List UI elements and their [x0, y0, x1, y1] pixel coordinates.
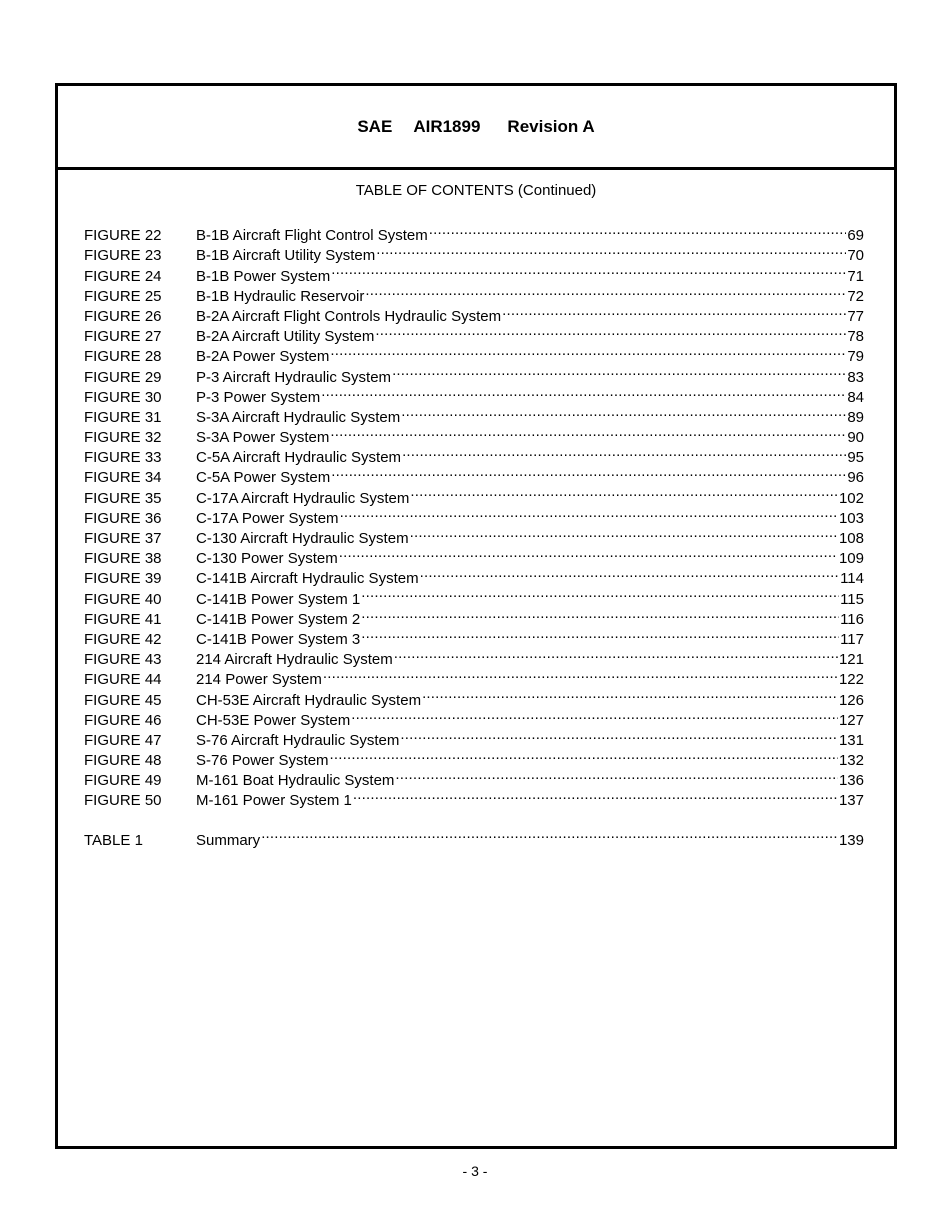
toc-entry-page: 109: [838, 550, 864, 568]
toc-entry-label: FIGURE 50: [84, 792, 162, 810]
toc-entry-title: B-2A Aircraft Utility System: [196, 328, 375, 346]
toc-entry-label: FIGURE 25: [84, 287, 162, 305]
toc-entry-page: 127: [838, 711, 864, 729]
toc-entry-page: 131: [838, 731, 864, 749]
toc-entry-page: 126: [838, 691, 864, 709]
toc-dot-leader: [376, 240, 846, 260]
toc-entry-title: B-1B Aircraft Flight Control System: [196, 227, 428, 245]
toc-entry-title: C-141B Power System 3: [196, 630, 361, 648]
toc-entry-label: FIGURE 27: [84, 328, 162, 346]
toc-entry-label: FIGURE 47: [84, 731, 162, 749]
toc-entry-title: B-1B Power System: [196, 267, 331, 285]
toc-entry-title: C-130 Aircraft Hydraulic System: [196, 530, 409, 547]
toc-entry-title: P-3 Aircraft Hydraulic System: [196, 368, 392, 386]
header-org: SAE: [357, 116, 393, 136]
toc-entry-page: 103: [838, 509, 864, 527]
toc-dot-leader: [401, 402, 846, 422]
toc-entry-label: FIGURE 46: [84, 711, 162, 729]
toc-entry-label: FIGURE 30: [84, 388, 162, 406]
toc-entry-page: 122: [838, 671, 864, 689]
toc-entry-label: FIGURE 23: [84, 247, 162, 265]
toc-entry-title: S-3A Power System: [196, 429, 330, 447]
toc-entry-page: 71: [847, 267, 864, 285]
toc-entry-page: 95: [847, 449, 864, 467]
toc-entry-label: TABLE 1: [84, 831, 143, 849]
toc-entry-page: 77: [847, 307, 864, 325]
toc-dot-leader: [400, 725, 838, 745]
toc-entry-title: B-1B Aircraft Utility System: [196, 247, 376, 265]
toc-dot-leader: [321, 382, 846, 402]
toc-dot-leader: [392, 361, 846, 381]
toc-entry-page: 83: [847, 368, 864, 386]
toc-entry-title: C-17A Power System: [196, 509, 339, 527]
toc-dot-leader: [395, 765, 838, 785]
toc-entry[interactable]: [84, 220, 864, 245]
toc-entry-page: 79: [847, 348, 864, 366]
toc-dot-leader: [502, 301, 846, 321]
toc-entry-page: 70: [847, 247, 864, 265]
toc-entry-title: C-5A Power System: [196, 469, 331, 487]
toc-dot-leader: [331, 462, 846, 482]
toc-dot-leader: [365, 281, 846, 301]
document-header: [58, 86, 894, 170]
toc-entry-page: 136: [838, 772, 864, 790]
toc-entry-title: Summary: [196, 831, 261, 849]
toc-entry-label: FIGURE 49: [84, 772, 162, 790]
toc-dot-leader: [361, 583, 839, 603]
toc-entry-label: FIGURE 31: [84, 408, 162, 426]
toc-entry-title: CH-53E Aircraft Hydraulic System: [196, 691, 422, 709]
toc-entry-label: FIGURE 48: [84, 752, 162, 770]
page-number: - 3 -: [462, 1163, 488, 1179]
toc-entry-title: C-17A Aircraft Hydraulic System: [196, 489, 410, 507]
header-doc-id: AIR1899: [413, 116, 481, 136]
toc-dot-leader: [375, 321, 846, 341]
toc-entry-label: FIGURE 24: [84, 267, 162, 285]
toc-dot-leader: [422, 684, 838, 704]
toc-entry-page: 89: [847, 408, 864, 426]
toc-entry-label: FIGURE 22: [84, 227, 162, 245]
toc-entry-title: M-161 Boat Hydraulic System: [196, 772, 395, 790]
toc-dot-leader: [330, 745, 838, 765]
toc-entry-title: S-76 Power System: [196, 752, 329, 770]
toc-entry-label: FIGURE 29: [84, 368, 162, 386]
toc-entry-page: 139: [838, 831, 864, 849]
toc-entry-title: C-141B Power System 2: [196, 610, 361, 628]
toc-entry-title: B-2A Power System: [196, 348, 330, 366]
toc-dot-leader: [330, 422, 846, 442]
toc-entry-title: 214 Power System: [196, 671, 322, 689]
toc-entry-label: FIGURE 33: [84, 449, 162, 467]
toc-entry-page: 90: [847, 429, 864, 447]
toc-dot-leader: [429, 220, 847, 240]
toc-heading: TABLE OF CONTENTS (Continued): [355, 182, 597, 199]
toc-entry-page: 121: [838, 651, 864, 669]
toc-entry-title: C-130 Power System: [196, 550, 338, 568]
toc-entry-page: 137: [838, 792, 864, 810]
toc-entry-title: S-3A Aircraft Hydraulic System: [196, 408, 401, 426]
toc-entry-page: 72: [847, 287, 864, 305]
toc-dot-leader: [394, 644, 838, 664]
toc-entry-page: 114: [840, 570, 864, 588]
toc-entry-label: FIGURE 38: [84, 550, 162, 568]
toc-entry-page: 96: [847, 469, 864, 487]
toc-dot-leader: [410, 482, 838, 502]
toc-entry-page: 84: [847, 388, 864, 406]
toc-entry-title: CH-53E Power System: [196, 711, 351, 729]
toc-entry-label: FIGURE 40: [84, 590, 162, 608]
toc-dot-leader: [261, 824, 838, 844]
toc-dot-leader: [361, 624, 839, 644]
toc-entry-title: B-1B Hydraulic Reservoir: [196, 287, 365, 305]
header-revision: Revision A: [507, 116, 595, 136]
toc-entry-label: FIGURE 42: [84, 630, 162, 648]
toc-entry-label: FIGURE 28: [84, 348, 162, 366]
toc-dot-leader: [402, 442, 846, 462]
toc-entry-page: 116: [840, 610, 864, 628]
toc-dot-leader: [353, 785, 838, 805]
toc-entry-label: FIGURE 43: [84, 651, 162, 669]
toc-entry-label: FIGURE 44: [84, 671, 162, 689]
toc-entry-title: 214 Aircraft Hydraulic System: [196, 651, 393, 669]
toc-entry-label: FIGURE 45: [84, 691, 162, 709]
toc-entry-label: FIGURE 39: [84, 570, 162, 588]
toc-dot-leader: [361, 604, 839, 624]
toc-entry-title: C-141B Power System 1: [196, 590, 361, 608]
toc-entry-label: FIGURE 26: [84, 307, 162, 325]
toc-entry-title: B-2A Aircraft Flight Controls Hydraulic System: [196, 307, 502, 325]
toc-entry-label: FIGURE 37: [84, 530, 162, 547]
toc-entry-label: FIGURE 34: [84, 469, 162, 487]
toc-entry-page: 78: [847, 328, 864, 346]
toc-entry-title: C-141B Aircraft Hydraulic System: [196, 570, 419, 588]
page-frame: [55, 83, 897, 1149]
toc-dot-leader: [351, 705, 838, 725]
toc-entry-label: FIGURE 32: [84, 429, 162, 447]
toc-dot-leader: [420, 563, 840, 583]
toc-entry-label: FIGURE 41: [84, 610, 162, 628]
toc-entry-page: 115: [840, 590, 864, 608]
toc-dot-leader: [410, 523, 838, 543]
toc-dot-leader: [330, 341, 846, 361]
toc-entry-title: M-161 Power System 1: [196, 792, 352, 810]
toc-entry-page: 108: [838, 530, 864, 547]
toc-dot-leader: [323, 664, 838, 684]
toc-table-entry[interactable]: [84, 824, 864, 849]
toc-entry-title: C-5A Aircraft Hydraulic System: [196, 449, 402, 467]
toc-list: [84, 220, 864, 849]
toc-entry-title: P-3 Power System: [196, 388, 321, 406]
toc-entry-page: 69: [847, 227, 864, 245]
toc-entry-label: FIGURE 36: [84, 509, 162, 527]
toc-entry-page: 117: [840, 630, 864, 648]
toc-dot-leader: [331, 260, 846, 280]
toc-dot-leader: [339, 543, 838, 563]
toc-dot-leader: [340, 503, 838, 523]
toc-entry-page: 102: [838, 489, 864, 507]
toc-entry-page: 132: [838, 752, 864, 770]
toc-entry-title: S-76 Aircraft Hydraulic System: [196, 731, 400, 749]
toc-entry-label: FIGURE 35: [84, 489, 162, 507]
